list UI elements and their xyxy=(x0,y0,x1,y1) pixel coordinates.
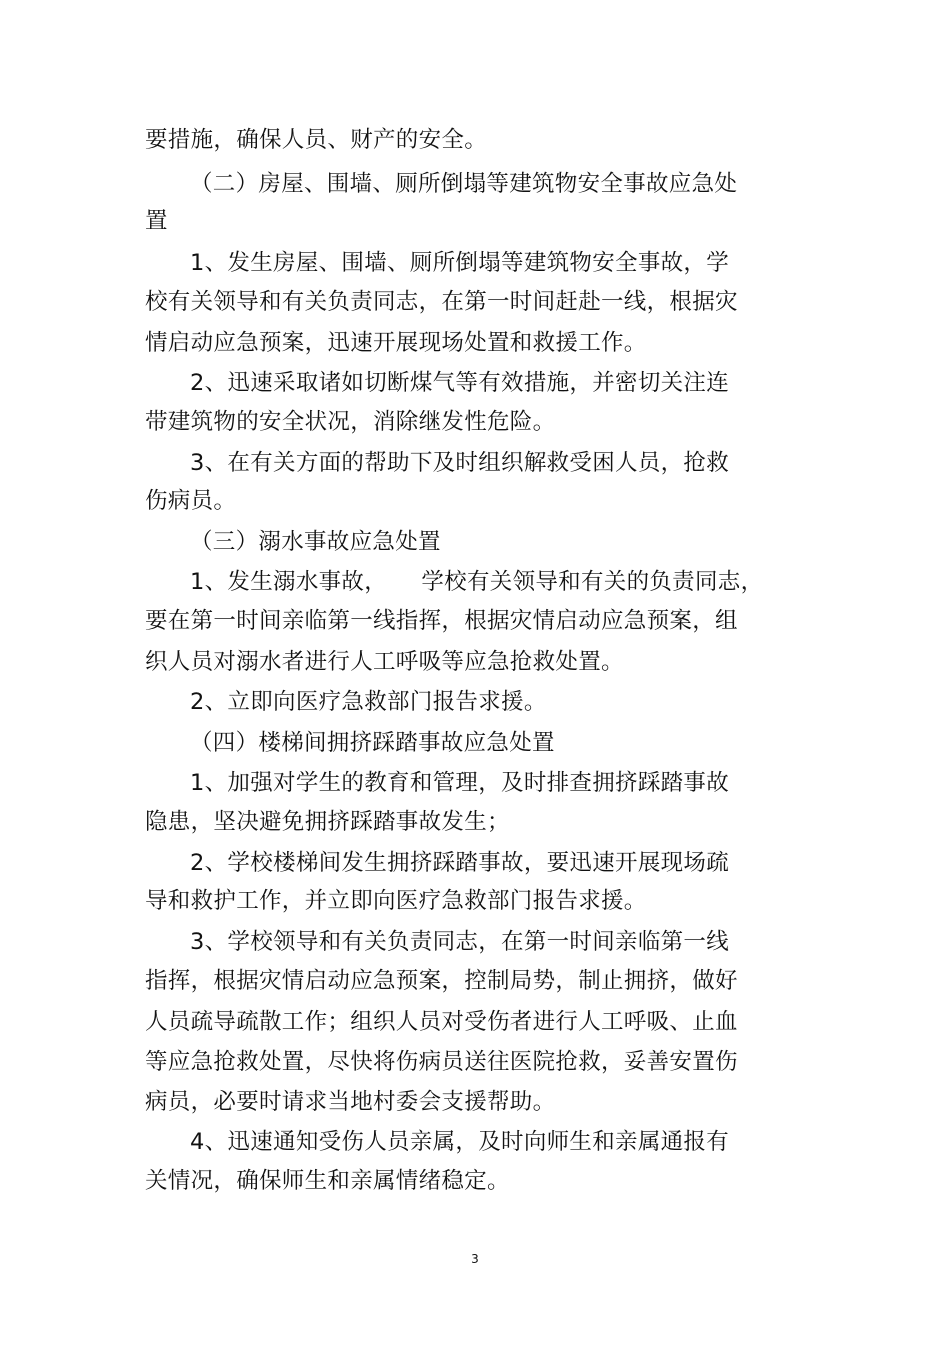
text-line: 校有关领导和有关负责同志，在第一时间赶赴一线，根据灾 xyxy=(145,289,738,315)
page-number: 3 xyxy=(471,1252,479,1266)
text-line: 伤病员。 xyxy=(145,488,237,514)
text-line: 要在第一时间亲临第一线指挥，根据灾情启动应急预案，组 xyxy=(145,608,738,634)
text-line: 2、学校楼梯间发生拥挤踩踏事故，要迅速开展现场疏 xyxy=(190,850,730,876)
text-line: 3、在有关方面的帮助下及时组织解救受困人员，抢救 xyxy=(190,450,730,476)
text-line: 置 xyxy=(145,208,168,234)
text-line: 导和救护工作，并立即向医疗急救部门报告求援。 xyxy=(145,888,647,914)
text-line: 织人员对溺水者进行人工呼吸等应急抢救处置。 xyxy=(145,649,624,675)
text-line: 关情况，确保师生和亲属情绪稳定。 xyxy=(145,1168,510,1194)
text-line: 1、发生溺水事故， 学校有关领导和有关的负责同志， xyxy=(190,569,764,595)
text-line: 病员，必要时请求当地村委会支援帮助。 xyxy=(145,1089,556,1115)
text-line: 4、迅速通知受伤人员亲属，及时向师生和亲属通报有 xyxy=(190,1129,730,1155)
text-line: 1、加强对学生的教育和管理，及时排查拥挤踩踏事故 xyxy=(190,770,730,796)
text-line: 1、发生房屋、围墙、厕所倒塌等建筑物安全事故，学 xyxy=(190,250,730,276)
section-heading-4: （四）楼梯间拥挤踩踏事故应急处置 xyxy=(190,730,555,756)
section-heading-3: （三）溺水事故应急处置 xyxy=(190,529,441,555)
text-line: 2、迅速采取诸如切断煤气等有效措施，并密切关注连 xyxy=(190,370,730,396)
text-line: 2、立即向医疗急救部门报告求援。 xyxy=(190,689,547,715)
text-line: 3、学校领导和有关负责同志，在第一时间亲临第一线 xyxy=(190,929,730,955)
section-heading-2: （二）房屋、围墙、厕所倒塌等建筑物安全事故应急处 xyxy=(190,171,738,197)
text-line: 人员疏导疏散工作；组织人员对受伤者进行人工呼吸、止血 xyxy=(145,1009,738,1035)
text-line: 等应急抢救处置，尽快将伤病员送往医院抢救，妥善安置伤 xyxy=(145,1049,738,1075)
text-line: 指挥，根据灾情启动应急预案，控制局势，制止拥挤，做好 xyxy=(145,968,738,994)
text-line: 隐患，坚决避免拥挤踩踏事故发生； xyxy=(145,809,510,835)
text-line: 带建筑物的安全状况，消除继发性危险。 xyxy=(145,409,556,435)
text-line: 要措施，确保人员、财产的安全。 xyxy=(145,127,488,153)
text-line: 情启动应急预案，迅速开展现场处置和救援工作。 xyxy=(145,330,647,356)
